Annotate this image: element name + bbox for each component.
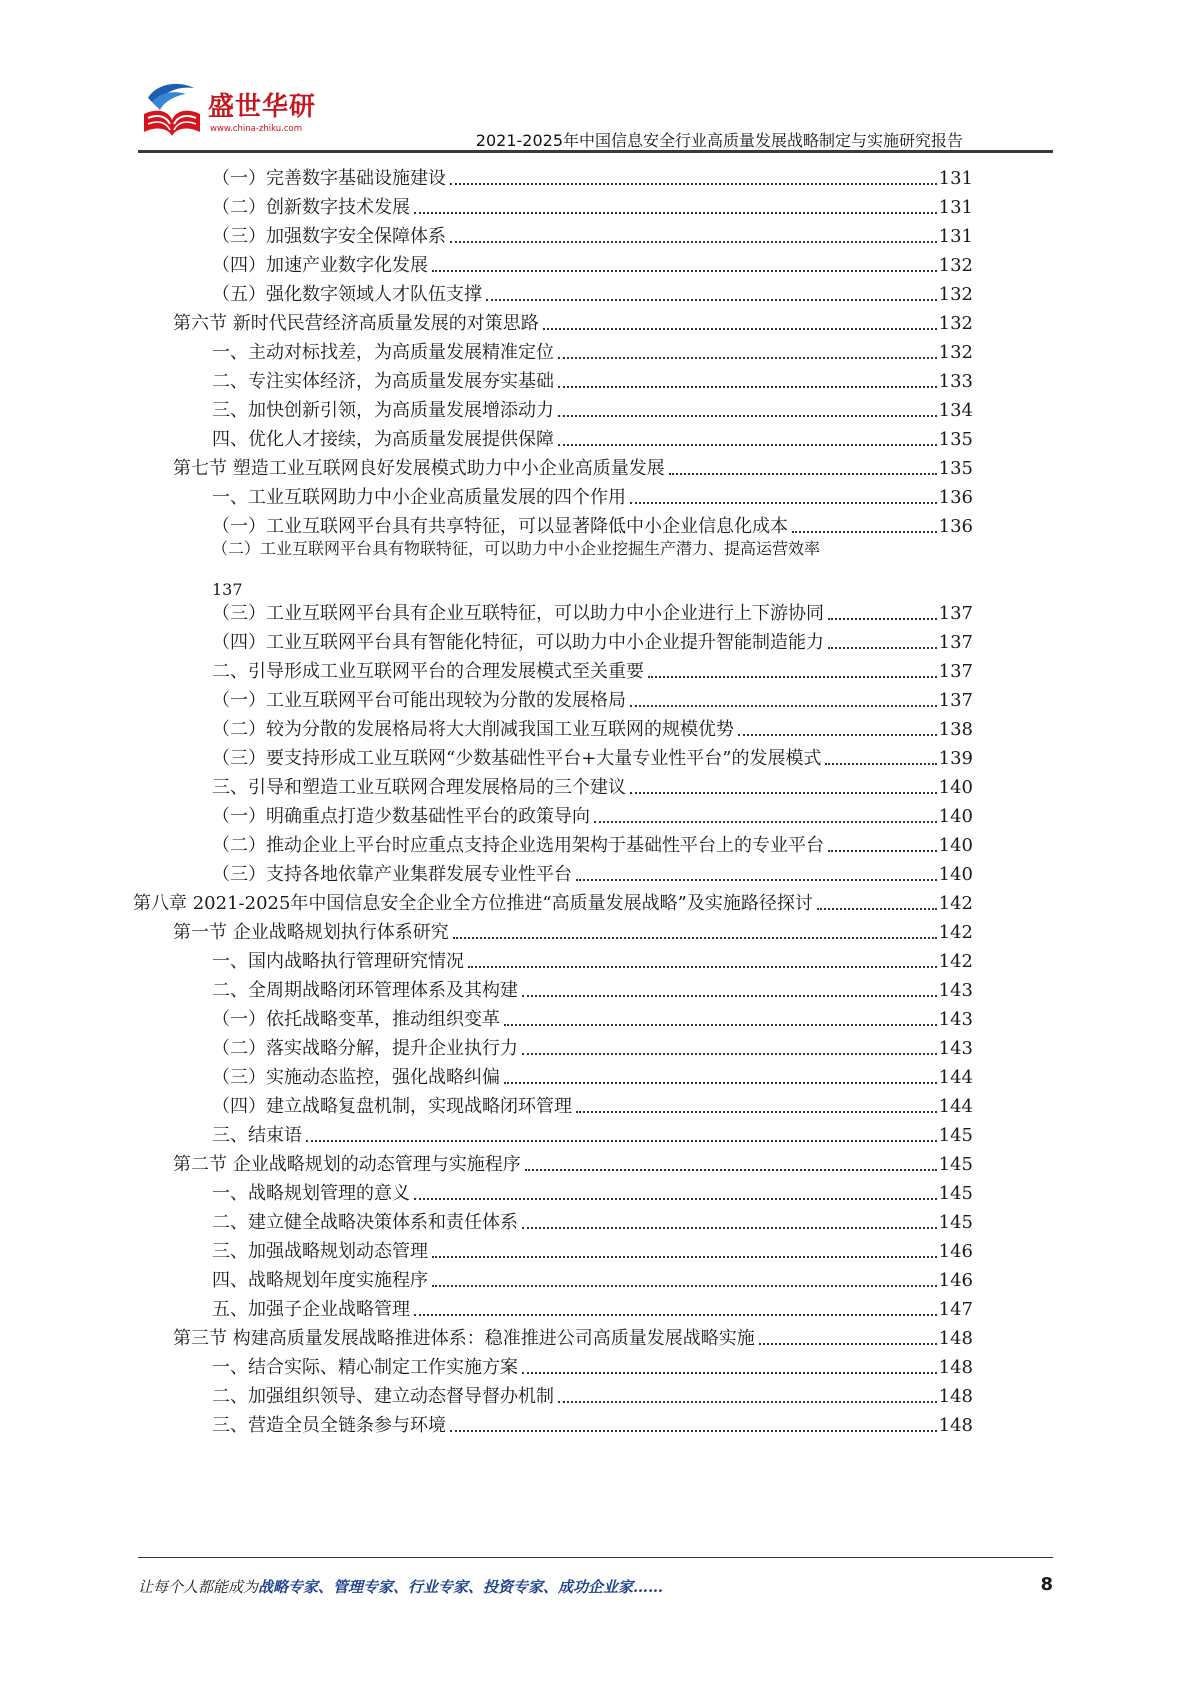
toc-leader-dots xyxy=(522,1053,937,1055)
toc-entry-title: 第八章 2021-2025年中国信息安全企业全方位推进“高质量发展战略”及实施路径探讨 xyxy=(133,893,813,914)
toc-entry-title: 第二节 企业战略规划的动态管理与实施程序 xyxy=(173,1154,521,1175)
toc-entry[interactable] xyxy=(212,1001,973,1032)
toc-entry-page: 143 xyxy=(938,980,973,1001)
toc-entry[interactable] xyxy=(212,1378,973,1409)
toc-leader-dots xyxy=(792,531,937,533)
toc-entry[interactable] xyxy=(212,595,973,626)
toc-leader-dots xyxy=(432,1285,937,1287)
toc-leader-dots xyxy=(522,995,937,997)
toc-entry-title: 第三节 构建高质量发展战略推进体系：稳准推进公司高质量发展战略实施 xyxy=(173,1328,755,1349)
toc-entry[interactable] xyxy=(212,421,973,452)
toc-entry-title: 一、国内战略执行管理研究情况 xyxy=(212,951,464,972)
toc-leader-dots xyxy=(414,1198,937,1200)
toc-entry[interactable] xyxy=(212,827,973,858)
toc-entry-title: 一、结合实际、精心制定工作实施方案 xyxy=(212,1357,518,1378)
toc-entry-title: 一、战略规划管理的意义 xyxy=(212,1183,410,1204)
toc-entry-page: 137 xyxy=(212,580,243,599)
page-number: 8 xyxy=(1040,1574,1053,1595)
toc-entry-title: （三）支持各地依靠产业集群发展专业性平台 xyxy=(212,864,572,885)
toc-entry-page: 134 xyxy=(938,400,973,421)
toc-leader-dots xyxy=(669,473,937,475)
toc-entry[interactable] xyxy=(212,247,973,278)
toc-entry[interactable] xyxy=(173,914,973,945)
toc-entry-title: 三、营造全员全链条参与环境 xyxy=(212,1415,446,1436)
toc-entry[interactable] xyxy=(212,1262,973,1293)
toc-entry[interactable] xyxy=(212,1088,973,1119)
toc-entry[interactable] xyxy=(212,856,973,887)
toc-entry-title: （二）创新数字技术发展 xyxy=(212,197,410,218)
toc-entry-title: （二）推动企业上平台时应重点支持企业选用架构于基础性平台上的专业平台 xyxy=(212,835,824,856)
toc-entry-page: 135 xyxy=(938,429,973,450)
toc-entry-page: 132 xyxy=(938,342,973,363)
toc-leader-dots xyxy=(630,705,937,707)
toc-entry[interactable] xyxy=(173,450,973,481)
toc-leader-dots xyxy=(828,647,937,649)
toc-leader-dots xyxy=(414,212,937,214)
toc-entry-title: （一）工业互联网平台具有共享特征，可以显著降低中小企业信息化成本 xyxy=(212,516,788,537)
toc-entry-page: 148 xyxy=(938,1415,973,1436)
toc-leader-dots xyxy=(558,357,937,359)
toc-entry[interactable] xyxy=(212,682,973,713)
slogan-prefix: 让每个人都能成为 xyxy=(138,1578,259,1596)
toc-entry-page: 137 xyxy=(938,690,973,711)
toc-entry[interactable] xyxy=(173,1146,973,1177)
toc-leader-dots xyxy=(648,676,937,678)
toc-leader-dots xyxy=(522,1372,937,1374)
toc-leader-dots xyxy=(828,850,937,852)
toc-entry[interactable] xyxy=(212,798,973,829)
toc-entry-page: 131 xyxy=(938,226,973,247)
toc-entry-page: 148 xyxy=(938,1386,973,1407)
toc-entry-page: 131 xyxy=(938,197,973,218)
toc-entry[interactable] xyxy=(173,305,973,336)
report-title: 2021-2025年中国信息安全行业高质量发展战略制定与实施研究报告 xyxy=(475,131,963,150)
logo-book-icon xyxy=(138,80,208,142)
toc-entry[interactable] xyxy=(212,334,973,365)
toc-entry-page: 144 xyxy=(938,1067,973,1088)
toc-entry[interactable] xyxy=(212,1059,973,1090)
toc-entry-page: 137 xyxy=(938,603,973,624)
toc-entry-page: 143 xyxy=(938,1038,973,1059)
toc-leader-dots xyxy=(558,444,937,446)
toc-entry-title: （三）加强数字安全保障体系 xyxy=(212,226,446,247)
toc-entry-title: 四、优化人才接续，为高质量发展提供保障 xyxy=(212,429,554,450)
toc-entry-page: 139 xyxy=(938,748,973,769)
toc-entry[interactable] xyxy=(212,1233,973,1264)
header-divider xyxy=(138,150,1053,153)
toc-entry-page: 145 xyxy=(938,1125,973,1146)
toc-entry-page: 135 xyxy=(938,458,973,479)
toc-entry-page: 146 xyxy=(938,1270,973,1291)
toc-entry-title: 二、专注实体经济，为高质量发展夯实基础 xyxy=(212,371,554,392)
toc-entry-page: 146 xyxy=(938,1241,973,1262)
toc-leader-dots xyxy=(432,270,937,272)
toc-leader-dots xyxy=(825,763,936,765)
toc-entry[interactable] xyxy=(212,1349,973,1380)
toc-leader-dots xyxy=(522,1227,937,1229)
toc-entry-page: 142 xyxy=(938,893,973,914)
toc-entry-page: 140 xyxy=(938,806,973,827)
toc-entry-title: （三）实施动态监控，强化战略纠偏 xyxy=(212,1067,500,1088)
toc-leader-dots xyxy=(576,879,937,881)
toc-entry-page: 140 xyxy=(938,864,973,885)
toc-entry-page: 148 xyxy=(938,1328,973,1349)
slogan-highlight: 战略专家、管理专家、行业专家、投资专家、成功企业家…… xyxy=(258,1578,664,1596)
toc-entry-title: （五）强化数字领域人才队伍支撑 xyxy=(212,284,482,305)
toc-entry-title: 二、引导形成工业互联网平台的合理发展模式至关重要 xyxy=(212,661,644,682)
toc-leader-dots xyxy=(828,618,937,620)
toc-leader-dots xyxy=(468,966,937,968)
toc-entry-page: 132 xyxy=(938,284,973,305)
toc-entry-title: （四）加速产业数字化发展 xyxy=(212,255,428,276)
toc-entry-title: （一）完善数字基础设施建设 xyxy=(212,168,446,189)
toc-entry[interactable] xyxy=(212,1291,973,1322)
toc-leader-dots xyxy=(486,299,937,301)
toc-entry-page: 143 xyxy=(938,1009,973,1030)
toc-entry-page: 148 xyxy=(938,1357,973,1378)
toc-entry[interactable] xyxy=(212,363,973,394)
toc-entry[interactable] xyxy=(212,508,973,539)
footer-divider xyxy=(138,1557,1053,1558)
toc-leader-dots xyxy=(738,734,937,736)
toc-entry[interactable] xyxy=(212,711,973,742)
toc-entry-page: 147 xyxy=(938,1299,973,1320)
toc-leader-dots xyxy=(594,821,937,823)
toc-entry-page: 137 xyxy=(938,661,973,682)
toc-entry[interactable] xyxy=(173,1320,973,1351)
toc-entry-title: 第六节 新时代民营经济高质量发展的对策思路 xyxy=(173,313,539,334)
toc-entry[interactable] xyxy=(212,218,973,249)
toc-entry-title: 三、引导和塑造工业互联网合理发展格局的三个建议 xyxy=(212,777,626,798)
toc-entry[interactable] xyxy=(212,972,973,1003)
toc-entry-title: （二）落实战略分解，提升企业执行力 xyxy=(212,1038,518,1059)
toc-leader-dots xyxy=(630,502,937,504)
toc-entry[interactable] xyxy=(212,943,973,974)
toc-entry-page: 138 xyxy=(938,719,973,740)
toc-entry-title: 二、全周期战略闭环管理体系及其构建 xyxy=(212,980,518,1001)
toc-leader-dots xyxy=(543,328,937,330)
logo-url: www.china-zhiku.com xyxy=(210,124,302,134)
toc-leader-dots xyxy=(414,1314,937,1316)
toc-entry[interactable] xyxy=(212,1117,973,1148)
toc-entry[interactable] xyxy=(212,624,973,655)
toc-entry[interactable] xyxy=(212,392,973,423)
toc-leader-dots xyxy=(558,1401,937,1403)
page-header xyxy=(0,0,1191,150)
footer-slogan xyxy=(138,1576,663,1597)
toc-entry-page: 132 xyxy=(938,313,973,334)
toc-entry-page: 131 xyxy=(938,168,973,189)
toc-entry[interactable] xyxy=(212,1407,973,1438)
toc-entry-page: 142 xyxy=(938,922,973,943)
toc-entry-title: （一）明确重点打造少数基础性平台的政策导向 xyxy=(212,806,590,827)
toc-entry[interactable] xyxy=(212,653,973,684)
toc-leader-dots xyxy=(817,908,937,910)
toc-leader-dots xyxy=(558,386,937,388)
toc-entry[interactable] xyxy=(212,537,973,599)
toc-entry-page: 145 xyxy=(938,1183,973,1204)
toc-entry-title: 第七节 塑造工业互联网良好发展模式助力中小企业高质量发展 xyxy=(173,458,665,479)
logo-text: 盛世华研 xyxy=(208,92,317,122)
toc-entry-title: （一）依托战略变革，推动组织变革 xyxy=(212,1009,500,1030)
toc-leader-dots xyxy=(576,1111,937,1113)
toc-entry-page: 137 xyxy=(938,632,973,653)
toc-entry-title: （二）较为分散的发展格局将大大削减我国工业互联网的规模优势 xyxy=(212,719,734,740)
toc-entry-title: （四）建立战略复盘机制，实现战略闭环管理 xyxy=(212,1096,572,1117)
toc-entry[interactable] xyxy=(212,769,973,800)
toc-entry-page: 140 xyxy=(938,777,973,798)
toc-entry-page: 144 xyxy=(938,1096,973,1117)
toc-leader-dots xyxy=(759,1343,937,1345)
toc-entry-page: 136 xyxy=(938,516,973,537)
toc-leader-dots xyxy=(525,1169,937,1171)
toc-entry-title: 二、建立健全战略决策体系和责任体系 xyxy=(212,1212,518,1233)
toc-entry-page: 132 xyxy=(938,255,973,276)
toc-entry-title: （二）工业互联网平台具有物联特征，可以助力中小企业挖掘生产潜力、提高运营效率 xyxy=(212,539,821,558)
toc-entry-title: （三）要支持形成工业互联网“少数基础性平台+大量专业性平台”的发展模式 xyxy=(212,748,822,769)
toc-leader-dots xyxy=(432,1256,937,1258)
toc-entry-page: 140 xyxy=(938,835,973,856)
toc-entry-title: （三）工业互联网平台具有企业互联特征，可以助力中小企业进行上下游协同 xyxy=(212,603,824,624)
toc-entry-title: 二、加强组织领导、建立动态督导督办机制 xyxy=(212,1386,554,1407)
toc-entry[interactable] xyxy=(212,1204,973,1235)
toc-entry-title: （一）工业互联网平台可能出现较为分散的发展格局 xyxy=(212,690,626,711)
toc-leader-dots xyxy=(453,937,937,939)
toc-leader-dots xyxy=(504,1082,937,1084)
toc-entry-page: 142 xyxy=(938,951,973,972)
toc-entry[interactable] xyxy=(212,1175,973,1206)
toc-entry[interactable] xyxy=(212,160,973,191)
toc-entry-title: （四）工业互联网平台具有智能化特征，可以助力中小企业提升智能制造能力 xyxy=(212,632,824,653)
toc-entry-title: 四、战略规划年度实施程序 xyxy=(212,1270,428,1291)
toc-leader-dots xyxy=(630,792,937,794)
toc-entry-page: 145 xyxy=(938,1212,973,1233)
toc-entry-page: 145 xyxy=(938,1154,973,1175)
toc-entry-title: 三、加强战略规划动态管理 xyxy=(212,1241,428,1262)
toc-entry-page: 133 xyxy=(938,371,973,392)
toc-entry[interactable] xyxy=(212,1030,973,1061)
toc-entry-page: 136 xyxy=(938,487,973,508)
toc-entry[interactable] xyxy=(212,276,973,307)
toc-entry-title: 五、加强子企业战略管理 xyxy=(212,1299,410,1320)
toc-leader-dots xyxy=(306,1140,937,1142)
toc-entry[interactable] xyxy=(212,479,973,510)
toc-leader-dots xyxy=(558,415,937,417)
toc-entry-title: 三、加快创新引领，为高质量发展增添动力 xyxy=(212,400,554,421)
company-logo xyxy=(138,80,318,150)
toc-leader-dots xyxy=(450,1430,937,1432)
toc-entry-title: 一、主动对标找差，为高质量发展精准定位 xyxy=(212,342,554,363)
toc-entry[interactable] xyxy=(133,885,973,916)
toc-entry[interactable] xyxy=(212,740,973,771)
toc-entry-title: 第一节 企业战略规划执行体系研究 xyxy=(173,922,449,943)
toc-leader-dots xyxy=(504,1024,937,1026)
toc-entry-title: 三、结束语 xyxy=(212,1125,302,1146)
toc-leader-dots xyxy=(450,183,937,185)
toc-leader-dots xyxy=(450,241,937,243)
toc-entry[interactable] xyxy=(212,189,973,220)
toc-entry-title: 一、工业互联网助力中小企业高质量发展的四个作用 xyxy=(212,487,626,508)
